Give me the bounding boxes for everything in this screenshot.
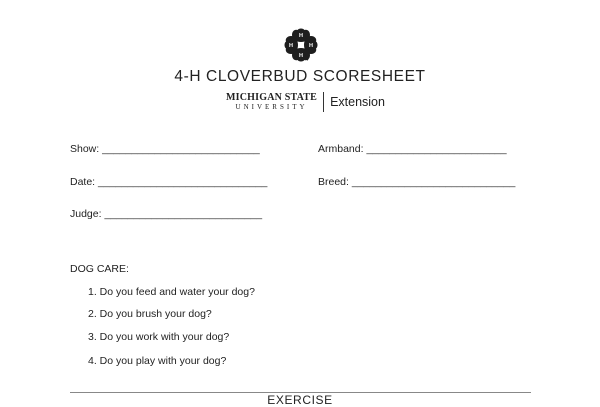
- logo-divider: [323, 92, 324, 112]
- show-field: Show: ___________________________: [70, 143, 260, 155]
- armband-field: Armband: ________________________: [318, 143, 507, 155]
- svg-text:H: H: [299, 53, 303, 59]
- question-item: 4. Do you play with your dog?: [88, 355, 227, 367]
- page-title: 4-H CLOVERBUD SCORESHEET: [174, 68, 426, 85]
- msu-line-2: UNIVERSITY: [235, 103, 308, 111]
- date-field: Date: _____________________________: [70, 176, 268, 188]
- svg-text:H: H: [289, 43, 293, 49]
- question-item: 2. Do you brush your dog?: [88, 308, 212, 320]
- msu-line-1: MICHIGAN STATE: [226, 92, 318, 103]
- exercise-heading: EXERCISE: [267, 393, 333, 407]
- judge-field: Judge: ___________________________: [70, 208, 263, 220]
- msu-extension-logo: [226, 91, 385, 113]
- extension-label: Extension: [330, 95, 385, 109]
- breed-field: Breed: ____________________________: [318, 176, 516, 188]
- question-item: 3. Do you work with your dog?: [88, 331, 230, 343]
- msu-wordmark: [226, 93, 317, 111]
- svg-text:H: H: [309, 43, 313, 49]
- question-item: 1. Do you feed and water your dog?: [88, 286, 255, 298]
- dog-care-heading: DOG CARE:: [70, 263, 129, 275]
- svg-text:H: H: [299, 33, 303, 39]
- four-h-clover-icon: [284, 28, 318, 62]
